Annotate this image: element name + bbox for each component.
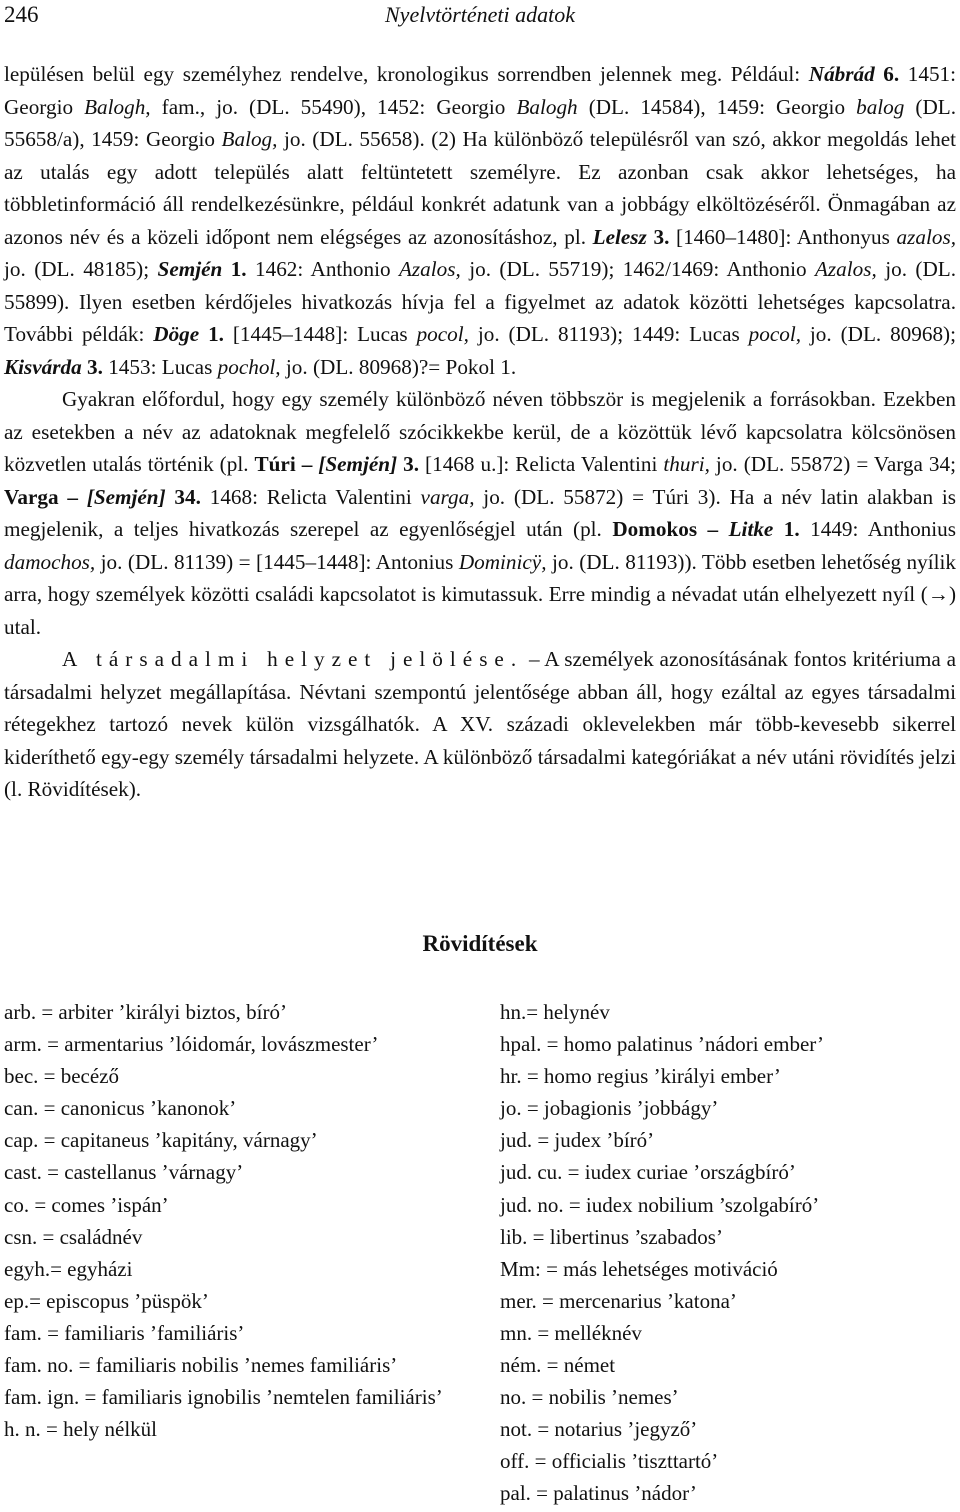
paragraph: A társadalmi helyzet jelölése. – A személyek azonosításának fontos kritériuma a társadalmi helyzet megállapítása. Névtani szempontú jelentősége abban áll, hogy ezáltal az egyes társadalmi rétegekhez tartozó nevek külön vizsgálhatók. A XV. századi oklevelekben már több-kevesebb sikerrel kideríthető egy-egy személy társadalmi helyzete. A különböző társadalmi kategóriákat a név utáni rövidítés jelzi (l. Rövidítések). (4, 647, 956, 801)
abbreviations-right-column (500, 996, 956, 1510)
abbreviation-entry: hpal. = homo palatinus ’nádori ember’ (500, 1032, 825, 1057)
abbreviation-entry: arb. = arbiter ’királyi biztos, bíró’ (4, 1000, 287, 1024)
abbreviation-entry: not. = notarius ’jegyző’ (500, 1417, 698, 1442)
paragraph: Gyakran előfordul, hogy egy személy különböző néven többször is megjelenik a forrásokban. Ezekben az esetekben a név az adatoknak megfelelő szócikkekbe kerül, de a közöttük lévő kapcsolatra kölcsönösen közvetlen utalás történik (pl. Túri – [Semjén] 3. [1468 u.]: Relicta Valentini thuri, jo. (DL. 55872) = Varga 34; Varga – [Semjén] 34. 1468: Relicta Valentini varga, jo. (DL. 55872) = Túri 3). Ha a név latin alakban is megjelenik, a teljes hivatkozás szerepel az egyenlőségjel után (pl. Domokos – Litke 1. 1449: Anthonius damochos, jo. (DL. 81139) = [1445–1448]: Antonius Dominicÿ, jo. (DL. 81193)). Több esetben lehetőség nyílik arra, hogy személyek közötti családi kapcsolatot is kimutassuk. Erre mindig a névadat után elhelyezett nyíl (→) utal. (4, 387, 956, 639)
abbreviation-entry: ném. = német (500, 1353, 616, 1378)
abbreviation-entry: co. = comes ’ispán’ (4, 1192, 169, 1217)
abbreviation-entry: jo. = jobagionis ’jobbágy’ (500, 1096, 719, 1121)
abbreviation-entry: bec. = becéző (4, 1064, 120, 1089)
abbreviations-title: Rövidítések (422, 931, 538, 956)
abbreviation-entry: off. = officialis ’tiszttartó’ (500, 1449, 719, 1474)
abbreviation-entry: jud. no. = iudex nobilium ’szolgabíró’ (500, 1192, 820, 1217)
abbreviation-entry: fam. ign. = familiaris ignobilis ’nemtelen familiáris’ (4, 1385, 443, 1410)
abbreviation-entry: jud. cu. = iudex curiae ’országbíró’ (500, 1160, 796, 1185)
abbreviation-entry: csn. = családnév (4, 1224, 143, 1249)
paragraph: lepülésen belül egy személyhez rendelve, kronologikus sorrendben jelennek meg. Például: Nábrád 6. 1451: Georgio Balogh, fam., jo. (DL. 55490), 1452: Georgio Balogh (DL. 14584), 1459: Georgio balog (DL. 55658/a), 1459: Georgio Balog, jo. (DL. 55658). (2) Ha különböző településről van szó, akkor megoldás lehet az utalás egy adott település alatt feltüntetett személyre. Ez azonban csak akkor lehetséges, ha többletinformáció áll rendelkezésünkre, például konkrét adatunk van a jobbágy elköltözéséről. Önmagában az azonos név és a közeli időpont nem elégséges az azonosításhoz, pl. Lelesz 3. [1460–1480]: Anthonyus azalos, jo. (DL. 48185); Semjén 1. 1462: Anthonio Azalos, jo. (DL. 55719); 1462/1469: Anthonio Azalos, jo. (DL. 55899). Ilyen esetben kérdőjeles hivatkozás hívja fel a figyelmet az adatok közötti lehetséges kapcsolatra. További példák: Döge 1. [1445–1448]: Lucas pocol, jo. (DL. 81193); 1449: Lucas pocol, jo. (DL. 80968); Kisvárda 3. 1453: Lucas pochol, jo. (DL. 80968)?= Pokol 1. (4, 62, 957, 379)
body-text (4, 58, 956, 806)
abbreviations-left-column (4, 996, 466, 1445)
abbreviation-entry: arm. = armentarius ’lóidomár, lovászmester’ (4, 1032, 379, 1057)
abbreviation-entry: hn.= helynév (500, 1000, 610, 1024)
abbreviation-entry: Mm: = más lehetséges motiváció (500, 1256, 778, 1281)
abbreviation-entry: mer. = mercenarius ’katona’ (500, 1288, 737, 1313)
abbreviation-entry: lib. = libertinus ’szabados’ (500, 1224, 723, 1249)
abbreviation-entry: can. = canonicus ’kanonok’ (4, 1096, 237, 1121)
abbreviation-entry: mn. = melléknév (500, 1320, 642, 1345)
page-header (4, 2, 956, 30)
abbreviation-entry: cast. = castellanus ’várnagy’ (4, 1160, 244, 1185)
abbreviation-entry: h. n. = hely nélkül (4, 1417, 157, 1442)
abbreviation-entry: ep.= episcopus ’püspök’ (4, 1288, 209, 1313)
abbreviation-entry: cap. = capitaneus ’kapitány, várnagy’ (4, 1128, 318, 1153)
running-title: Nyelvtörténeti adatok (385, 2, 575, 27)
abbreviation-entry: hr. = homo regius ’királyi ember’ (500, 1064, 781, 1089)
abbreviation-entry: jud. = judex ’bíró’ (500, 1128, 655, 1153)
abbreviation-entry: fam. no. = familiaris nobilis ’nemes familiáris’ (4, 1353, 398, 1378)
abbreviation-entry: no. = nobilis ’nemes’ (500, 1385, 679, 1410)
page-number: 246 (4, 2, 39, 27)
abbreviation-entry: pal. = palatinus ’nádor’ (500, 1481, 697, 1506)
abbreviation-entry: egyh.= egyházi (4, 1256, 133, 1281)
abbreviation-entry: fam. = familiaris ’familiáris’ (4, 1320, 245, 1345)
